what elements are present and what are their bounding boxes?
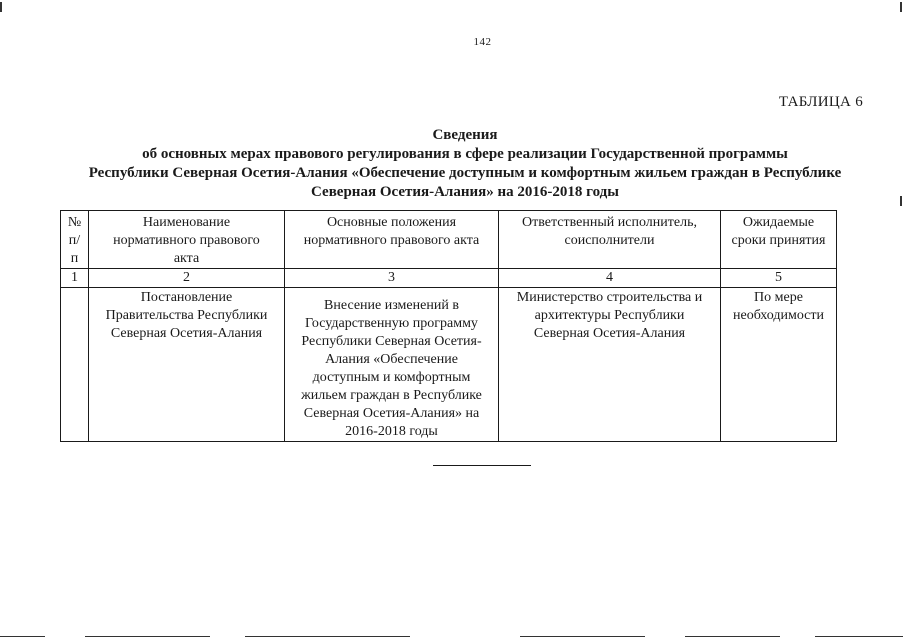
header-executor: Ответственный исполнитель, соисполнители bbox=[499, 211, 721, 269]
column-number: 4 bbox=[499, 269, 721, 288]
scan-mark bbox=[520, 636, 645, 637]
scan-mark bbox=[0, 2, 2, 12]
table-label: ТАБЛИЦА 6 bbox=[778, 94, 863, 110]
act-name-cell: Постановление Правительства Республики Северная Осетия-Алания bbox=[89, 288, 285, 442]
scan-mark bbox=[0, 636, 45, 637]
table-header-row bbox=[61, 211, 837, 269]
scan-mark bbox=[900, 196, 902, 206]
header-number: № п/ п bbox=[61, 211, 89, 269]
column-number: 5 bbox=[721, 269, 837, 288]
deadline-cell: По мере необходимости bbox=[721, 288, 837, 442]
page-number: 142 bbox=[473, 36, 492, 48]
heading-title: Сведения bbox=[432, 127, 498, 143]
executor-cell: Министерство строительства и архитектуры Республики Северная Осетия-Алания bbox=[499, 288, 721, 442]
column-number: 3 bbox=[285, 269, 499, 288]
end-of-table-rule bbox=[433, 465, 531, 466]
heading-line-4: Северная Осетия-Алания» на 2016-2018 годы bbox=[311, 184, 619, 200]
column-number: 1 bbox=[61, 269, 89, 288]
scan-mark bbox=[685, 636, 780, 637]
heading-line-3: Республики Северная Осетия-Алания «Обеспечение доступным и комфортным жильем граждан в Республике bbox=[88, 165, 842, 181]
scan-mark bbox=[85, 636, 210, 637]
measures-table bbox=[60, 210, 837, 442]
column-number: 2 bbox=[89, 269, 285, 288]
row-number-cell bbox=[61, 288, 89, 442]
header-provisions: Основные положения нормативного правового акта bbox=[285, 211, 499, 269]
scan-mark bbox=[815, 636, 903, 637]
scan-mark bbox=[245, 636, 410, 637]
column-number-row bbox=[61, 269, 837, 288]
header-act-name: Наименование нормативного правового акта bbox=[89, 211, 285, 269]
table-row bbox=[61, 288, 837, 442]
scan-mark bbox=[900, 2, 902, 12]
provisions-cell: Внесение изменений в Государственную программу Республики Северная Осетия- Алания «Обеспечение доступным и комфортным жильем граждан в Республике Северная Осетия-Алания» на 2016-2018 годы bbox=[285, 288, 499, 442]
header-deadline: Ожидаемые сроки принятия bbox=[721, 211, 837, 269]
heading-line-2: об основных мерах правового регулирования в сфере реализации Государственной программы bbox=[142, 146, 788, 162]
document-heading bbox=[60, 126, 870, 202]
